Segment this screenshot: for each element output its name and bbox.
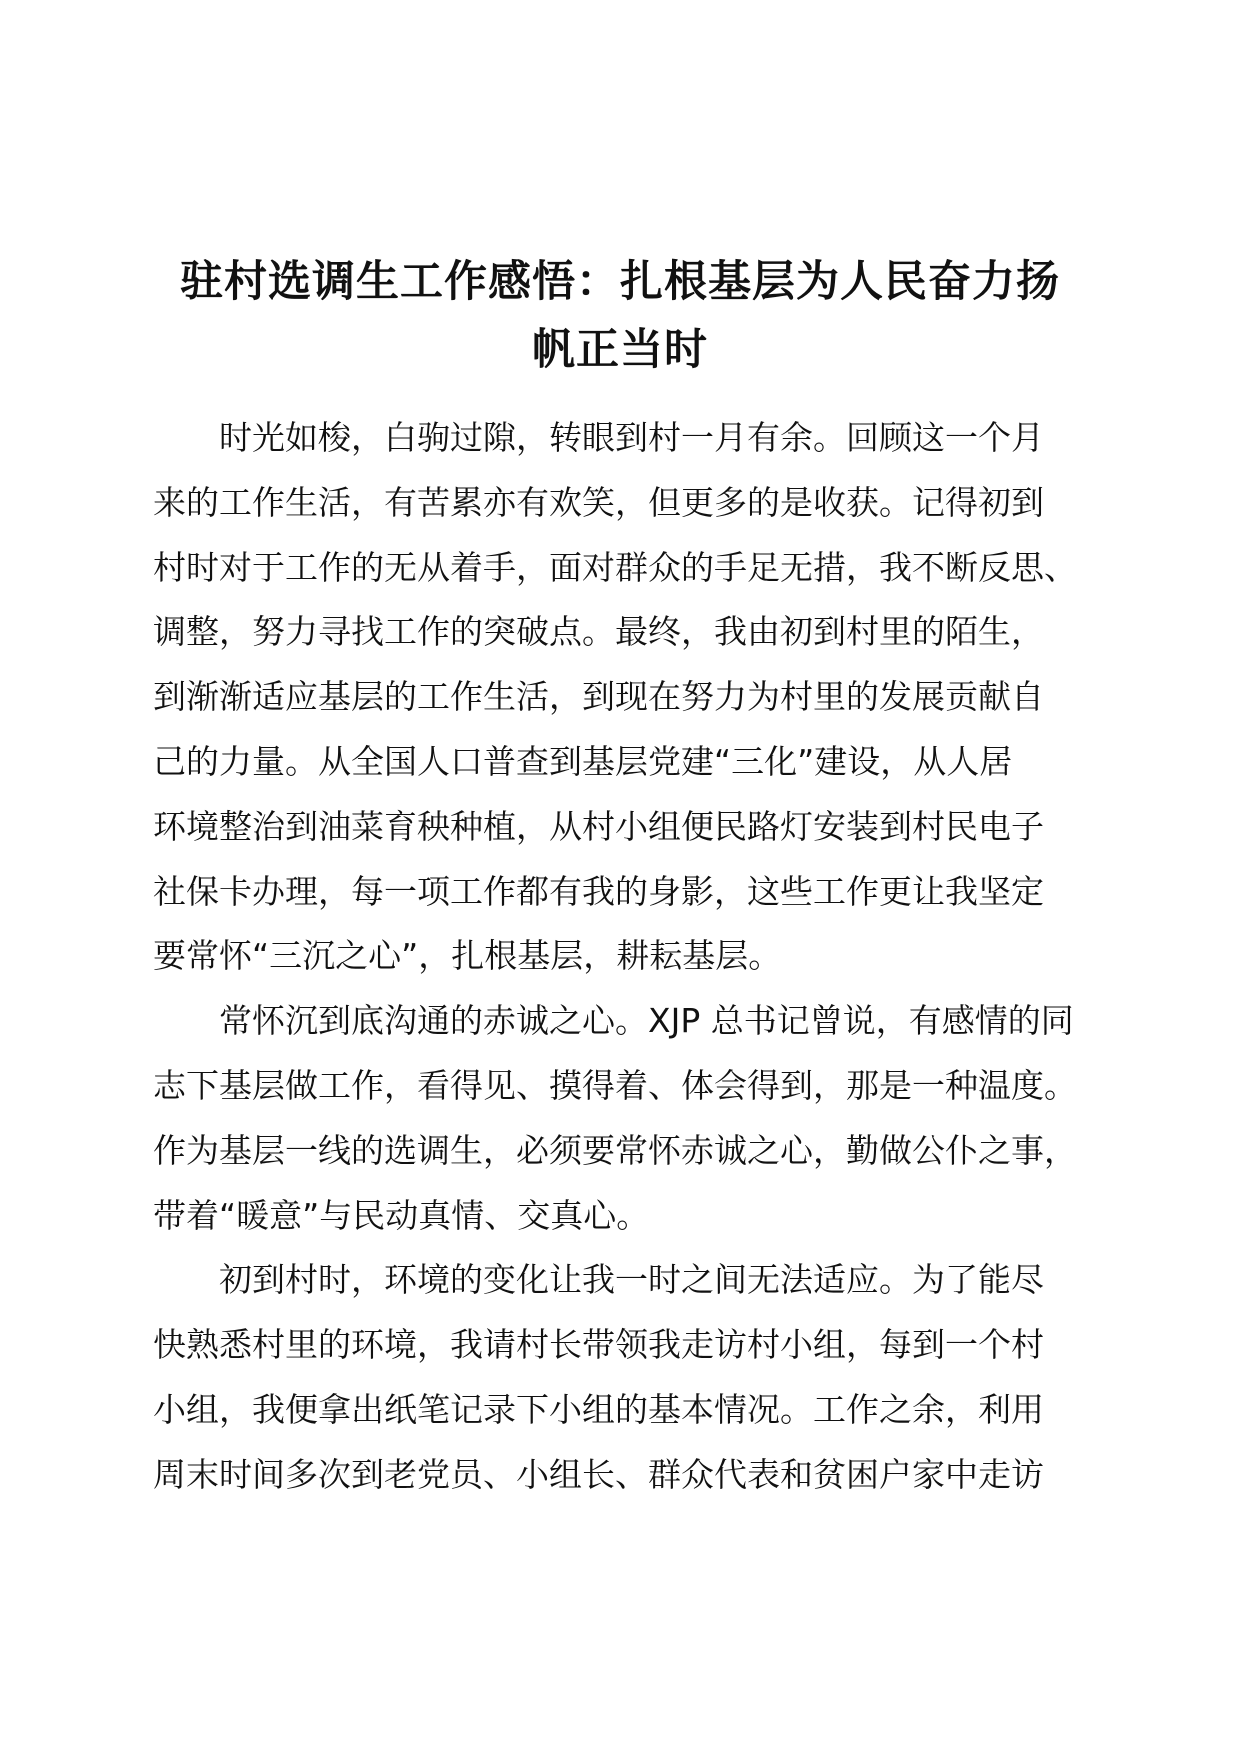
paragraph-line: 带着“暖意”与民动真情、交真心。 bbox=[153, 1195, 650, 1235]
paragraph-line: 初到村时，环境的变化让我一时之间无法适应。为了能尽 bbox=[219, 1260, 1044, 1300]
paragraph-line: 来的工作生活，有苦累亦有欢笑，但更多的是收获。记得初到 bbox=[153, 482, 1044, 522]
paragraph-line: 社保卡办理，每一项工作都有我的身影，这些工作更让我坚定 bbox=[153, 871, 1044, 911]
paragraph-line: 调整，努力寻找工作的突破点。最终，我由初到村里的陌生， bbox=[153, 612, 1044, 652]
paragraph bbox=[153, 1248, 1088, 1507]
paragraph bbox=[153, 989, 1088, 1248]
paragraph-line: 环境整治到油菜育秧种植，从村小组便民路灯安装到村民电子 bbox=[153, 806, 1044, 846]
paragraph-line: 快熟悉村里的环境，我请村长带领我走访村小组，每到一个村 bbox=[153, 1325, 1044, 1365]
paragraph-line: 村时对于工作的无从着手，面对群众的手足无措，我不断反思、 bbox=[153, 547, 1077, 587]
paragraph-line: 己的力量。从全国人口普查到基层党建“三化”建设，从人居 bbox=[153, 741, 1013, 781]
paragraph-line: 要常怀“三沉之心”，扎根基层，耕耘基层。 bbox=[153, 936, 782, 976]
paragraph-line: 志下基层做工作，看得见、摸得着、体会得到，那是一种温度。 bbox=[153, 1065, 1077, 1105]
paragraph-line: 常怀沉到底沟通的赤诚之心。XJP 总书记曾说，有感情的同 bbox=[219, 1001, 1074, 1041]
paragraph-line: 时光如梭，白驹过隙，转眼到村一月有余。回顾这一个月 bbox=[219, 418, 1044, 457]
paragraph-line: 小组，我便拿出纸笔记录下小组的基本情况。工作之余，利用 bbox=[153, 1389, 1044, 1429]
document-body bbox=[153, 406, 1088, 1508]
paragraph-line: 到渐渐适应基层的工作生活，到现在努力为村里的发展贡献自 bbox=[153, 677, 1044, 717]
paragraph-line: 周末时间多次到老党员、小组长、群众代表和贫困户家中走访 bbox=[153, 1454, 1044, 1494]
title-line: 帆正当时 bbox=[532, 325, 708, 375]
paragraph bbox=[153, 406, 1088, 989]
paragraph-line: 作为基层一线的选调生，必须要常怀赤诚之心，勤做公仆之事， bbox=[153, 1130, 1077, 1170]
title-line: 驻村选调生工作感悟：扎根基层为人民奋力扬 bbox=[180, 257, 1060, 307]
document-title bbox=[150, 248, 1090, 384]
